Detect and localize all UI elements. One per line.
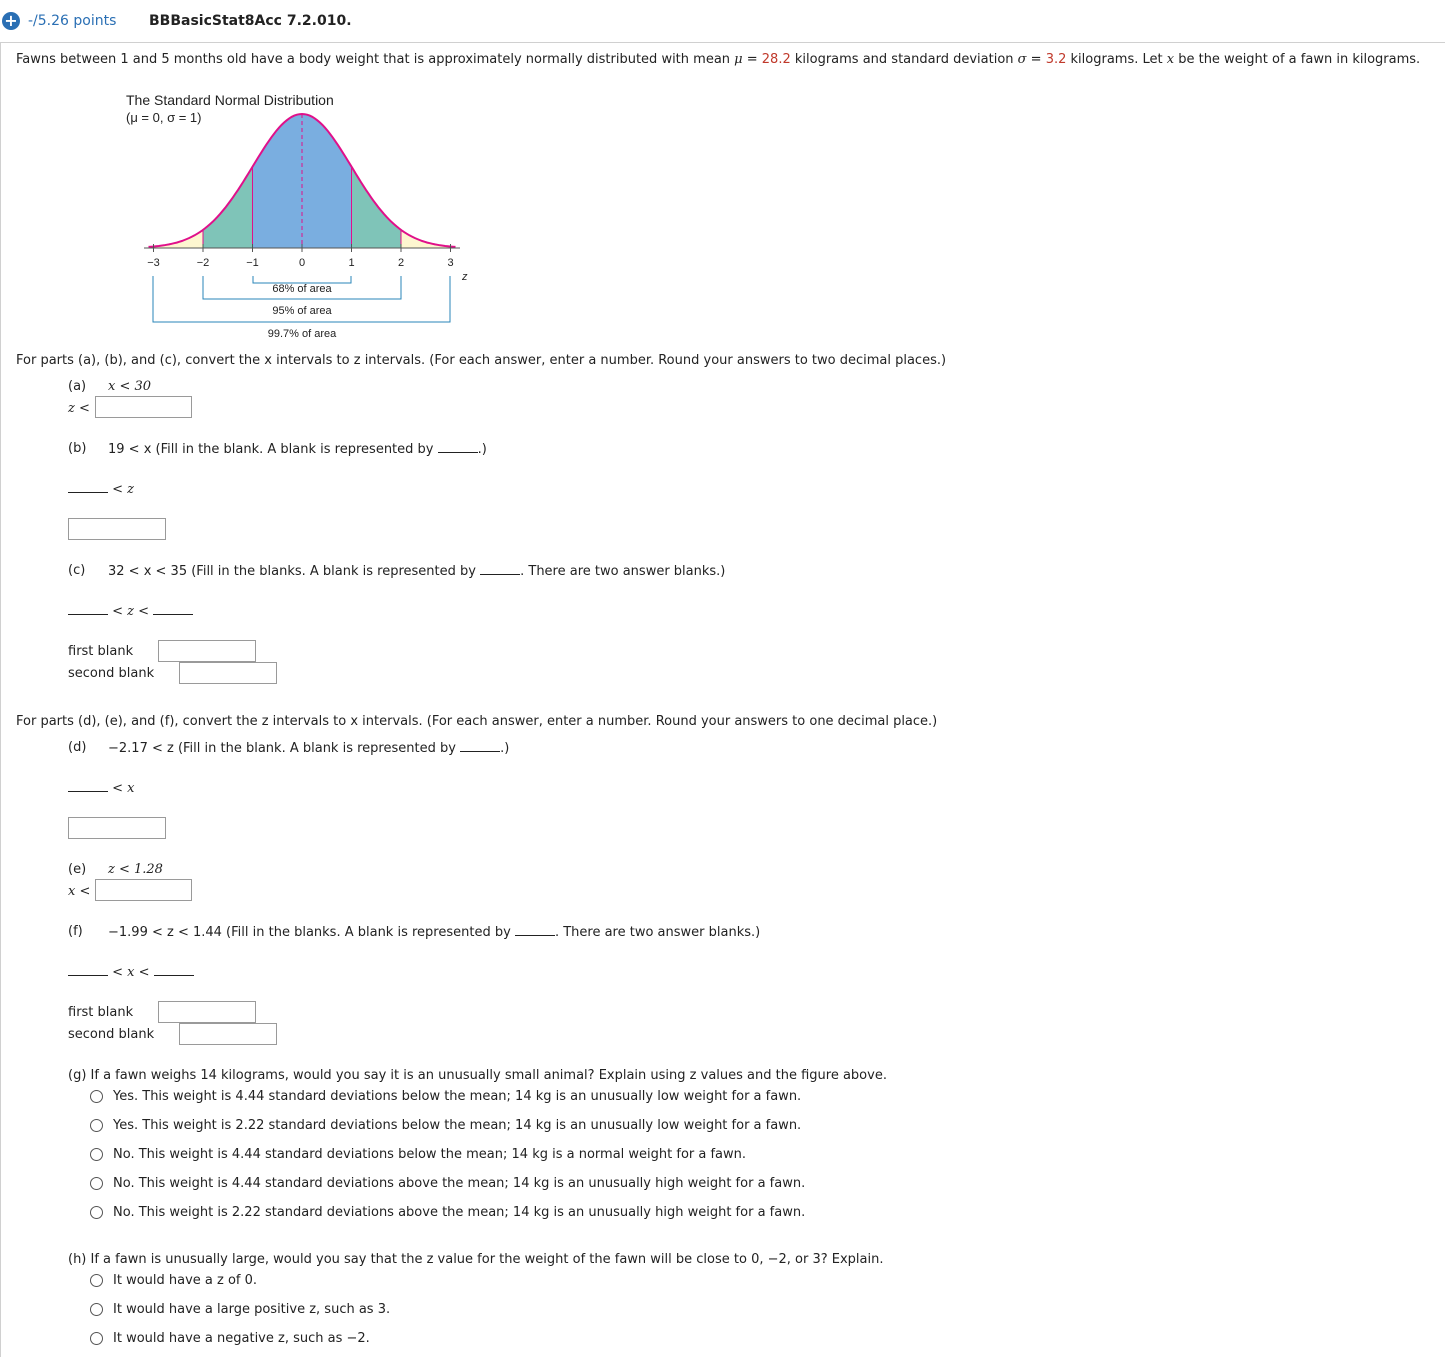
problem-text: kilograms and standard deviation: [790, 52, 1018, 67]
part-h-radio-2[interactable]: [90, 1303, 103, 1316]
part-e-label: (e): [68, 862, 87, 877]
part-c-text: 32 < x < 35 (Fill in the blanks. A blank is represented by: [108, 564, 476, 579]
mu-symbol: μ: [734, 52, 743, 67]
part-c-label: (c): [68, 563, 86, 578]
part-h-option-3[interactable]: It would have a negative z, such as −2.: [113, 1331, 370, 1346]
part-h-option-2[interactable]: It would have a large positive z, such as 3.: [113, 1302, 391, 1317]
sigma-symbol: σ: [1017, 52, 1027, 67]
part-d-input[interactable]: [68, 817, 166, 839]
points-label: -/5.26 points: [28, 13, 117, 29]
part-h-radio-1[interactable]: [90, 1274, 103, 1287]
normal-distribution-figure: [120, 88, 490, 344]
problem-statement: [16, 52, 1420, 67]
part-f-second-label: second blank: [68, 1027, 155, 1042]
part-a-label: (a): [68, 379, 87, 394]
part-h-question: (h) If a fawn is unusually large, would you say that the z value for the weight of the fawn will be close to 0, −2, or 3? Explain.: [68, 1252, 884, 1267]
instructions-abc: For parts (a), (b), and (c), convert the x intervals to z intervals. (For each answer, enter a number. Round your answers to two decimal places.): [16, 353, 947, 368]
part-f-first-input[interactable]: [158, 1001, 256, 1023]
part-g-radio-4[interactable]: [90, 1177, 103, 1190]
part-c-template: [68, 603, 193, 619]
part-d-text: −2.17 < z (Fill in the blank. A blank is represented by: [108, 741, 456, 756]
part-g-option-4[interactable]: No. This weight is 4.44 standard deviations above the mean; 14 kg is an unusually high weight for a fawn.: [113, 1176, 806, 1191]
bracket-68: [253, 276, 351, 283]
part-f-text-end: . There are two answer blanks.): [554, 925, 761, 940]
sd-value: 3.2: [1045, 52, 1067, 67]
tick-label: −2: [196, 257, 210, 269]
axis-label-z: z: [462, 271, 468, 283]
part-f-template-text: < x <: [112, 965, 150, 980]
bracket-68-label: 68% of area: [272, 283, 332, 295]
part-c-second-input[interactable]: [179, 662, 277, 684]
part-a-interval: x < 30: [108, 379, 152, 394]
part-f-template: [68, 964, 194, 980]
part-b-label: (b): [68, 441, 87, 456]
left-border: [0, 42, 1, 1357]
part-b-interval: [108, 441, 487, 457]
part-c-first-input[interactable]: [158, 640, 256, 662]
part-g-radio-1[interactable]: [90, 1090, 103, 1103]
blank-marker: [154, 964, 194, 976]
part-g-option-2[interactable]: Yes. This weight is 2.22 standard deviations below the mean; 14 kg is an unusually low weight for a fawn.: [113, 1118, 802, 1133]
blank-marker: [480, 563, 520, 575]
part-b-template-text: < z: [112, 482, 135, 497]
tick-label: 1: [348, 257, 355, 269]
tick-label: 2: [397, 257, 405, 269]
part-d-label: (d): [68, 740, 87, 755]
part-d-template: [68, 780, 135, 796]
blank-marker: [68, 603, 108, 615]
x-variable: x: [1166, 52, 1175, 67]
figure-title: The Standard Normal Distribution: [126, 92, 334, 108]
plus-circle-icon[interactable]: +: [2, 12, 20, 30]
part-g-radio-3[interactable]: [90, 1148, 103, 1161]
figure-subtitle: (μ = 0, σ = 1): [126, 110, 202, 125]
part-e-interval: z < 1.28: [108, 862, 163, 877]
part-a-input[interactable]: [95, 396, 192, 418]
part-c-interval: [108, 563, 725, 579]
part-d-text-end: .): [500, 741, 510, 756]
part-g-option-1[interactable]: Yes. This weight is 4.44 standard deviations below the mean; 14 kg is an unusually low weight for a fawn.: [113, 1089, 802, 1104]
part-d-interval: [108, 740, 509, 756]
part-f-label: (f): [68, 924, 83, 939]
blank-marker: [68, 780, 108, 792]
part-g-radio-5[interactable]: [90, 1206, 103, 1219]
instructions-def: For parts (d), (e), and (f), convert the z intervals to x intervals. (For each answer, enter a number. Round your answers to one decimal place.): [16, 714, 938, 729]
part-a-prefix: z <: [68, 401, 90, 416]
part-h-radio-3[interactable]: [90, 1332, 103, 1345]
blank-marker: [153, 603, 193, 615]
part-b-text-end: .): [477, 442, 487, 457]
part-b-template: [68, 481, 134, 497]
equals-sign: =: [1026, 52, 1046, 67]
part-g-option-3[interactable]: No. This weight is 4.44 standard deviations below the mean; 14 kg is a normal weight for a fawn.: [113, 1147, 747, 1162]
part-g-radio-2[interactable]: [90, 1119, 103, 1132]
problem-text: be the weight of a fawn in kilograms.: [1174, 52, 1421, 67]
part-c-second-label: second blank: [68, 666, 155, 681]
part-e-prefix: x <: [68, 884, 91, 899]
bracket-997-label: 99.7% of area: [267, 328, 337, 340]
problem-text: Fawns between 1 and 5 months old have a body weight that is approximately normally distributed with mean: [16, 52, 735, 67]
part-g-question: (g) If a fawn weighs 14 kilograms, would you say it is an unusually small animal? Explain using z values and the figure above.: [68, 1068, 887, 1083]
blank-marker: [515, 924, 555, 936]
part-c-first-label: first blank: [68, 644, 134, 659]
mean-value: 28.2: [761, 52, 791, 67]
part-h-option-1[interactable]: It would have a z of 0.: [113, 1273, 258, 1288]
tick-label: −3: [147, 257, 160, 269]
part-d-template-text: < x: [112, 781, 135, 796]
equals-sign: =: [742, 52, 762, 67]
part-b-text: 19 < x (Fill in the blank. A blank is represented by: [108, 442, 434, 457]
part-f-second-input[interactable]: [179, 1023, 277, 1045]
part-b-input[interactable]: [68, 518, 166, 540]
blank-marker: [68, 481, 108, 493]
problem-text: kilograms. Let: [1066, 52, 1167, 67]
part-f-interval: [108, 924, 760, 940]
bracket-95-label: 95% of area: [272, 305, 332, 317]
part-f-first-label: first blank: [68, 1005, 134, 1020]
part-g-option-5[interactable]: No. This weight is 2.22 standard deviations above the mean; 14 kg is an unusually high weight for a fawn.: [113, 1205, 806, 1220]
blank-marker: [460, 740, 500, 752]
question-header: [0, 0, 1445, 43]
part-f-text: −1.99 < z < 1.44 (Fill in the blanks. A blank is represented by: [108, 925, 511, 940]
tick-label: 3: [447, 257, 454, 269]
blank-marker: [68, 964, 108, 976]
part-c-template-text: < z <: [112, 604, 150, 619]
blank-marker: [438, 441, 478, 453]
tick-label: 0: [298, 257, 306, 269]
tick-label: −1: [246, 257, 259, 269]
question-id: BBBasicStat8Acc 7.2.010.: [149, 13, 352, 29]
part-e-input[interactable]: [95, 879, 192, 901]
part-c-text-end: . There are two answer blanks.): [520, 564, 726, 579]
